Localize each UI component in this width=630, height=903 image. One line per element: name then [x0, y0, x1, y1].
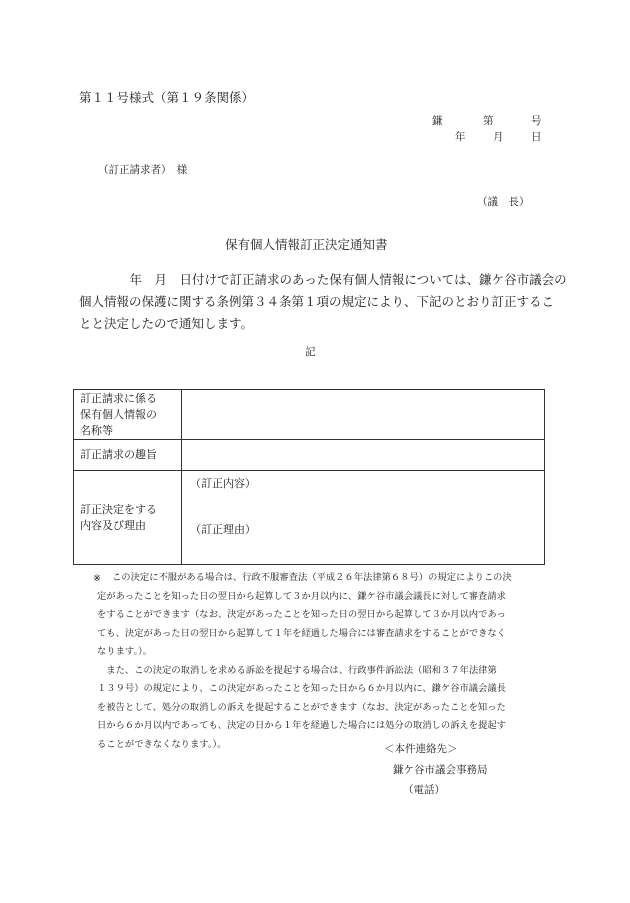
date-month: 月 — [493, 131, 504, 143]
document-title: 保有個人情報訂正決定通知書 — [225, 237, 388, 252]
body-line-3: とと決定したので通知します。 — [79, 316, 254, 331]
contact-office: 鎌ケ谷市議会事務局 — [393, 764, 488, 776]
row1-content — [182, 390, 545, 440]
doc-number-prefix: 鎌 — [432, 115, 443, 127]
row3-content — [182, 471, 545, 565]
date-year: 年 — [455, 131, 466, 143]
row3-label: 訂正決定をする 内容及び理由 — [74, 471, 182, 565]
form-number: 第１１号様式（第１９条関係） — [79, 90, 255, 105]
note-line: ることができなくなります。）。 — [97, 738, 227, 750]
note-line: この決定に不服がある場合は、行政不服審査法（平成２６年法律第６８号）の規定によりこの決 — [112, 572, 512, 583]
doc-number-dai: 第 — [483, 115, 494, 127]
contact-heading: ＜本件連絡先＞ — [384, 743, 458, 755]
detail-table — [73, 389, 545, 565]
body-paragraph — [79, 269, 567, 335]
ki-marker: 記 — [305, 346, 316, 358]
notes-block — [97, 569, 512, 754]
row2-label: 訂正請求の趣旨 — [74, 440, 182, 471]
doc-number-go: 号 — [531, 115, 542, 127]
note-line: 定があったことを知った日の翌日から起算して３か月以内に、鎌ケ谷市議会議長に対して審査請求 — [97, 590, 506, 602]
correction-content-label: （訂正内容） — [190, 477, 256, 490]
body-line-2: 個人情報の保護に関する条例第３４条第１項の規定により、下記のとおり訂正するこ — [79, 294, 555, 309]
note-line: なります。）。 — [97, 646, 153, 657]
note-line: をすることができます（なお、決定があったことを知った日の翌日から起算して３か月以内であっ — [97, 609, 506, 620]
contact-phone: （電話） — [403, 784, 445, 796]
correction-reason-label: （訂正理由） — [190, 523, 256, 536]
row2-content — [182, 440, 545, 471]
note-line: を被告として、処分の取消しの訴えを提起することができます（なお、決定があったことを知った — [97, 701, 506, 713]
note-line: １３９号）の規定により、この決定があったことを知った日から６か月以内に、鎌ケ谷市議会議長 — [97, 683, 506, 694]
row1-label: 訂正請求に係る 保有個人情報の 名称等 — [74, 390, 182, 440]
date-day: 日 — [531, 131, 542, 143]
note-line: ても、決定があった日の翌日から起算して１年を経過した場合には審査請求をすることができなく — [97, 627, 506, 639]
note-line: 日から６か月以内であっても、決定の日から１年を経過した場合には処分の取消しの訴えを提起す — [97, 720, 506, 731]
table-row — [74, 440, 545, 471]
body-line-1: 年 月 日付けで訂正請求のあった保有個人情報については、鎌ケ谷市議会の — [117, 272, 567, 287]
addressee: （訂正請求者） 様 — [98, 164, 188, 176]
note-line: また、この決定の取消しを求める訴訟を提起する場合は、行政事件訴訟法（昭和３７年法律第 — [97, 664, 497, 676]
sender: （議 長） — [477, 196, 530, 208]
table-row — [74, 471, 545, 565]
note-mark: ※ — [93, 573, 101, 584]
table-row — [74, 390, 545, 440]
